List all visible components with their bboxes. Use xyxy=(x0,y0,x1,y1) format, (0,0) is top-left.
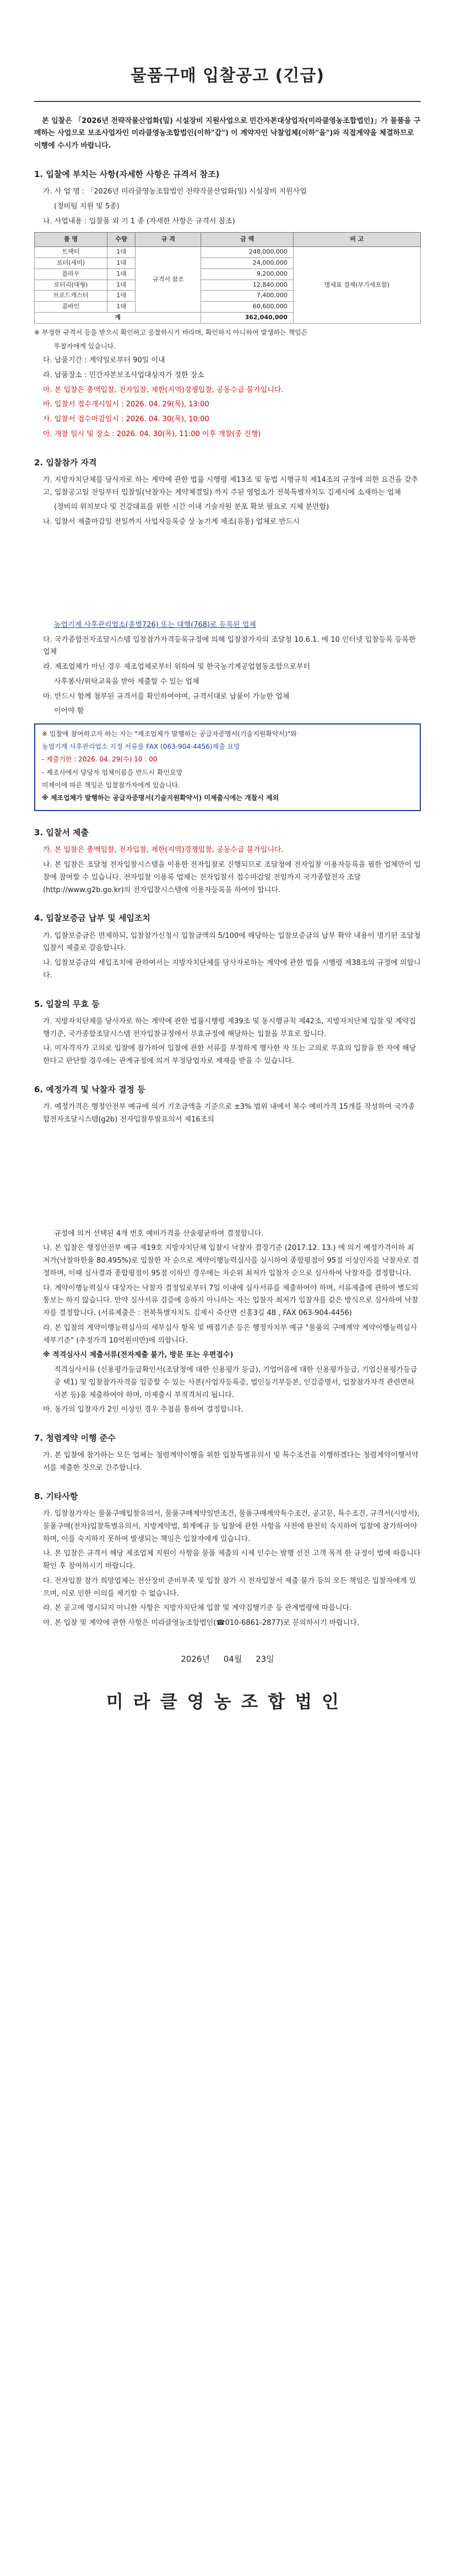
s2-qualification-b2: 농업기계 사후관리업소(종별726) 또는 대행(768)로 등록된 업체 xyxy=(54,620,256,629)
s8-item-a: 가. 입찰참가자는 물품구매입찰유의서, 물품구매계약일반조건, 물품구매계약특수조건, 공고문, 특수조건, 규격서(시방서), 물품구매(전자)입찰특별유의서, 지방계약법, 회계예규 등 입찰에 관한 사항을 사전에 완전히 숙지하여 입찰에 참가하여야 하며, 이를 숙지하지 못하여 발생되는 책임은 입찰자에게 있습니다. xyxy=(43,1510,420,1543)
s1-bid-opening: 아. 개찰 일시 및 장소 : 2026. 04. 30(목), 11:00 이후 개찰(종 진행) xyxy=(43,430,261,438)
s3-item-a: 가. 본 입찰은 총액입찰, 전자입찰, 제한(지역)경쟁입찰, 공동수급 불가입니다. xyxy=(43,846,284,855)
cell-amount: 24,000,000 xyxy=(201,257,293,269)
s1-note-2: 투찰자에게 있습니다. xyxy=(54,342,116,350)
s6-item-d: 라. 본 입찰의 계약이행능력심사의 세부심사 항목 및 배점기준 등은 행정자치부 예규 "물품의 구매계약 계약이행능력심사 세부기준" (추정가격 10억원미만)에 의합니다. xyxy=(43,1323,418,1345)
s1-delivery-period-text: 다. 납품기간 : 계약일로부터 90일 이내 xyxy=(43,356,165,364)
section-4-heading: 4. 입찰보증금 납부 및 세입조치 xyxy=(34,913,150,924)
s2-qualification-c: 다. 국가종합전자조달시스템 입찰참가자격등록규정에 의해 입찰참가자의 조달청 10.6.1. 에 10 인터넷 입찰등록 등록한 업체 xyxy=(43,635,416,657)
cell-qty: 1대 xyxy=(107,302,136,313)
s1-bid-method: 마. 본 입찰은 총액입찰, 전자입찰, 제한(지역)경쟁입찰, 공동수급 불가입니다. xyxy=(43,385,284,394)
cell-qty: 1대 xyxy=(107,257,136,269)
s6-item-c: 다. 계약이행능력심사 대상자는 낙찰자 결정일로부터 7일 이내에 심사서류를 제출하여야 하며, 서류제출에 관하여 별도의 통보는 하지 않습니다. 만약 심사서류 검증에 응하지 아니하는 자는 입찰자 최저가 입찰자를 같은 방식으로 심사하여 낙찰자를 결정합니다. (서류제출은 : 전북특별자치도 김제시 죽산면 신흥3길 48 , FAX 063-904-4456) xyxy=(43,1284,419,1318)
col-name: 품 명 xyxy=(35,233,107,247)
notice-date xyxy=(34,1652,421,1666)
table-row xyxy=(35,247,421,258)
s6-item-a: 가. 예정가격은 행정안전부 예규에 의거 기초금액을 기준으로 ±3% 범위 내에서 복수 예비가격 15개를 작성하여 국가종합전자조달시스템(g2b) 전자입찰투발표의서 제16조의 xyxy=(43,1103,415,1124)
date-year: 2026년 xyxy=(181,1654,210,1664)
s4-item-b: 나. 입찰보증금의 세입조치에 관하여서는 지방자치단체를 당사자로하는 계약에 관한 법률 시행령 제38조의 규정에 의합니다. xyxy=(43,959,421,980)
s8-item-c: 다. 전자입찰 참가 희망업체는 전산장비 준비부족 및 입찰 참가 시 전자입찰서 제출 불가 등의 모든 책임은 입찰자에게 있으며, 이로 인한 이의를 제기할 수 없습니다. xyxy=(43,1576,416,1598)
section-1-heading: 1. 입찰에 부치는 사항(자세한 사항은 규격서 참조) xyxy=(34,169,220,179)
s5-item-a: 가. 지방자치단체를 당사자로 하는 계약에 관한 법률시행령 제39조 및 동시행규칙 제42조, 지방자치단체 입찰 및 계약집행기준, 국가종합조달시스템 전자입찰규정에서 무효규정에 해당하는 입찰을 무효로 합니다. xyxy=(43,1017,416,1038)
page-title: 물품구매 입찰공고 (긴급) xyxy=(130,66,325,85)
section-2-heading: 2. 입찰참가 자격 xyxy=(34,457,97,468)
section-7-heading: 7. 청렴계약 이행 준수 xyxy=(34,1433,116,1443)
cell-spec: 규격서 참조 xyxy=(136,247,201,313)
cell-total-label: 계 xyxy=(35,313,201,324)
s1-bid-close: 사. 입찰서 접수마감일시 : 2026. 04. 30(목), 10:00 xyxy=(43,415,209,423)
cell-amount: 248,000,000 xyxy=(201,247,293,258)
s2-qualification-a: 가. 지방자치단체를 당사자로 하는 계약에 관한 법률 시행령 제13조 및 동법 시행규칙 제14조의 규정에 의한 요건을 갖추고, 입찰공고일 전일부터 입찰일(낙찰자는 계약체결일) 까지 주된 영업소가 전북특별자치도 김제시에 소재하는 업체 xyxy=(43,475,419,497)
s4-item-a: 가. 입찰보증금은 면제하되, 입찰참가신청시 입찰금액의 5/100에 해당하는 입찰보증금의 납부 확약 내용이 명기된 조달청 입찰서 제출로 갈음합니다. xyxy=(43,931,421,953)
box-line-a: ※ 입찰에 참여하고자 하는 자는 "제조업체가 발행하는 공급자증명서(기술지원확약서)"와 xyxy=(42,730,297,738)
title-divider xyxy=(34,101,421,102)
intro-text-a: 본 입찰은 「2026년 전략작물산업화(밀) 시설장비 지원사업으로 민간자본대상업자(미라클영농조합법인)」가 물품을 구매하는 사업으로 보조사업자인 미라클영농조합법인(이하"갑") xyxy=(34,116,421,138)
cell-name: 로더(세미) xyxy=(35,257,107,269)
s7-item-a: 가. 본 입찰에 참가하는 모든 업체는 청렴계약이행을 위한 입찰특별유의서 및 특수조건을 이행하겠다는 청렴계약이행서약서를 제출한 것으로 간주합니다. xyxy=(43,1451,419,1473)
box-line-c: - 제출기한 : 2026. 04. 29(수) 10 : 00 xyxy=(42,755,158,764)
cell-name: 로터리(대형) xyxy=(35,280,107,291)
fax-notice-box xyxy=(34,723,421,811)
cell-qty: 1대 xyxy=(107,291,136,302)
section-5-heading: 5. 입찰의 무효 등 xyxy=(34,999,100,1009)
cell-amount: 60,600,000 xyxy=(201,302,293,313)
col-qty: 수량 xyxy=(107,233,136,247)
s6-item-b: 나. 본 입찰은 행정안전부 예규 제19호 지방자치단체 입찰시 낙찰자 결정기준 (2017.12. 13.) 에 의거 예정가격이하 최저가(낙찰하한율 80.495%)로 입찰한 자 순으로 계약이행능력심사를 실시하여 종합평점이 95점 이상인자를 낙찰자로 결정하며, 이때 심사결과 종합평점이 95점 이하인 경우에는 차순위 최저가 입찰자 순으로 심사하여 낙찰자를 결정합니다. xyxy=(43,1244,419,1278)
item-table xyxy=(34,232,421,324)
s8-item-b: 나. 본 입찰은 규격서 해당 제조업체 지원이 사항을 물품 제출의 시제 인수는 발행 선진 고객 목적 한 규정이 법에 따릅니다 확인 후 참여하시기 바랍니다. xyxy=(43,1549,421,1571)
cell-amount: 9,200,000 xyxy=(201,269,293,280)
blank-gap xyxy=(34,531,421,619)
date-month: 04월 xyxy=(223,1654,242,1664)
s6-item-a2: 규정에 의거 선택된 4개 번호 예비가격을 산술평균하여 결정합니다. xyxy=(54,1229,264,1238)
s5-item-b: 나. 미자격자가 고의로 입찰에 참가하여 입찰에 관한 서류를 부정하게 행사한 자 또는 고의로 무효의 입찰을 한 자에 해당 한다고 판단할 경우에는 관계규정에 의거 부정당업자로 제재를 받을 수 있습니다. xyxy=(43,1044,416,1066)
col-remark: 비 고 xyxy=(293,233,420,247)
cell-qty: 1대 xyxy=(107,269,136,280)
s8-item-e: 마. 본 입찰 및 계약에 관한 사항은 미라클영농조합법인(☎010-6861-2877)로 문의하시기 바랍니다. xyxy=(43,1619,360,1628)
cell-amount: 7,400,000 xyxy=(201,291,293,302)
cell-name: 트랙터 xyxy=(35,247,107,258)
intro-paragraph xyxy=(34,115,421,153)
s1-project-name-2: (정비팀 지원 및 5종) xyxy=(54,202,120,211)
s2-qualification-e: 마. 반드시 함께 첨부된 규격서를 확인하여야며, 규격서대로 납품이 가능한 업체 xyxy=(43,692,290,701)
s6-docs-text: 적격심사서류 (신용평가등급확인서(조달청에 대한 신용평가 등급), 기업어음에 대한 신용평가등급, 기업신용평가등급 중 택1) 및 입찰참가자격을 입증할 수 있는 사본(사업자등록증, 법인등기부등본, 인감증명서, 입찰참가자격 관련면허 사본 등)을 제출하여야 하며, 미제출시 부적격처리 됩니다. xyxy=(54,1366,418,1399)
s1-delivery-period xyxy=(34,355,421,367)
box-line-b: 농업기계 사후관리업소 지정 서류를 FAX (063-904-4456)제출 요망 xyxy=(42,743,240,751)
s2-qualification-d: 라. 제조업체가 아닌 경우 제조업체로부터 위하여 및 한국농기계공업협동조합으로부터 xyxy=(43,663,311,671)
cell-qty: 1대 xyxy=(107,247,136,258)
cell-name: 콤바인 xyxy=(35,302,107,313)
s6-item-e: 마. 동가의 입찰자가 2인 이상인 경우 추첨을 통하여 결정합니다. xyxy=(43,1405,243,1414)
blank-gap xyxy=(34,1129,421,1228)
intro-text-b: 이 계약자인 낙찰업체(이하"을")와 직접계약을 체결하므로 이행에 수시가 바랍니다. xyxy=(34,129,414,150)
box-line-f: ※ 제조업체가 발행하는 공급자증명서(기술지원확약서) 미제출시에는 개찰시 제외 xyxy=(42,793,279,802)
s1-business-content: 나. 사업내용 : 입찰품 외 기 1 종 (자세한 사항은 규격서 참조) xyxy=(43,217,235,226)
cell-qty: 1대 xyxy=(107,280,136,291)
cell-amount: 12,840,000 xyxy=(201,280,293,291)
s2-qualification-a2: (정비의 위치보다 및 건강대표를 위한 시간 이내 기술자원 분포 확보 필요로 지체 분만함) xyxy=(54,503,329,512)
cell-name: 플라우 xyxy=(35,269,107,280)
s1-note-1: ※ 부정한 규격서 등을 받으시 확인하고 응찰하시기 바라며, 확인하지 아니하여 발생하는 책임은 xyxy=(34,329,308,336)
s1-project-name: 가. 사 업 명 : 「2026년 미라클영농조합법인 전략작물산업화(밀) 시설장비 지원사업 xyxy=(43,187,307,196)
cell-name: 브로드캐스터 xyxy=(35,291,107,302)
s8-item-d: 라. 본 공고에 명시되지 아니한 사항은 지방자치단체 입찰 및 계약집행기준 등 관계법령에 따릅니다. xyxy=(43,1604,352,1613)
col-amount: 금 액 xyxy=(201,233,293,247)
organization-name: 미라클영농조합법인 xyxy=(106,1691,349,1713)
section-3-heading: 3. 입찰서 제출 xyxy=(34,828,89,838)
s3-item-b: 나. 본 입찰은 조달청 전자입찰시스템을 이용한 전자입찰로 진행되므로 조달청에 전자입찰 이용자등록을 필한 업체만이 입찰에 참여할 수 있습니다. 전자입찰 이용록 업체는 전자입찰서 접수마감일 전일까지 국가종합전자 조달(http://www.g2b.go.kr)의 전자입찰시스템에 이용자등록을 하여야 합니다. xyxy=(43,861,421,894)
box-line-d: - 제조사에서 당당자 업체이름을 반드시 확인요망 xyxy=(42,768,183,776)
section-6-heading: 6. 예정가격 및 낙찰자 결정 등 xyxy=(34,1084,145,1094)
s2-qualification-b: 나. 입찰서 제출마감일 전일까지 사업자등록증 상 농기계 제조(유통) 업체로 반드시 xyxy=(43,518,300,526)
cell-total: 362,040,000 xyxy=(201,313,293,324)
s1-bid-open: 바. 입찰서 접수개시일시 : 2026. 04. 29(목), 13:00 xyxy=(43,400,209,409)
col-spec: 규 격 xyxy=(136,233,201,247)
s2-qualification-d2: 사후봉사/위탁교육을 받아 제출할 수 있는 업체 xyxy=(54,677,199,686)
section-8-heading: 8. 기타사항 xyxy=(34,1491,78,1501)
box-line-e: 미제이에 따른 책임은 입찰참가자에게 있습니다. xyxy=(42,781,180,789)
cell-remark: 명세표 결제(부가세포함) xyxy=(293,247,420,324)
s2-qualification-e2: 이어야 함 xyxy=(54,707,84,716)
s6-docs-heading: ※ 적격심사시 제출서류(전자제출 불가, 방문 또는 우편접수) xyxy=(43,1351,234,1360)
s1-delivery-place: 라. 납품장소 : 민간자본보조사업대상자가 정한 장소 xyxy=(43,371,204,379)
date-day: 23일 xyxy=(256,1654,274,1664)
